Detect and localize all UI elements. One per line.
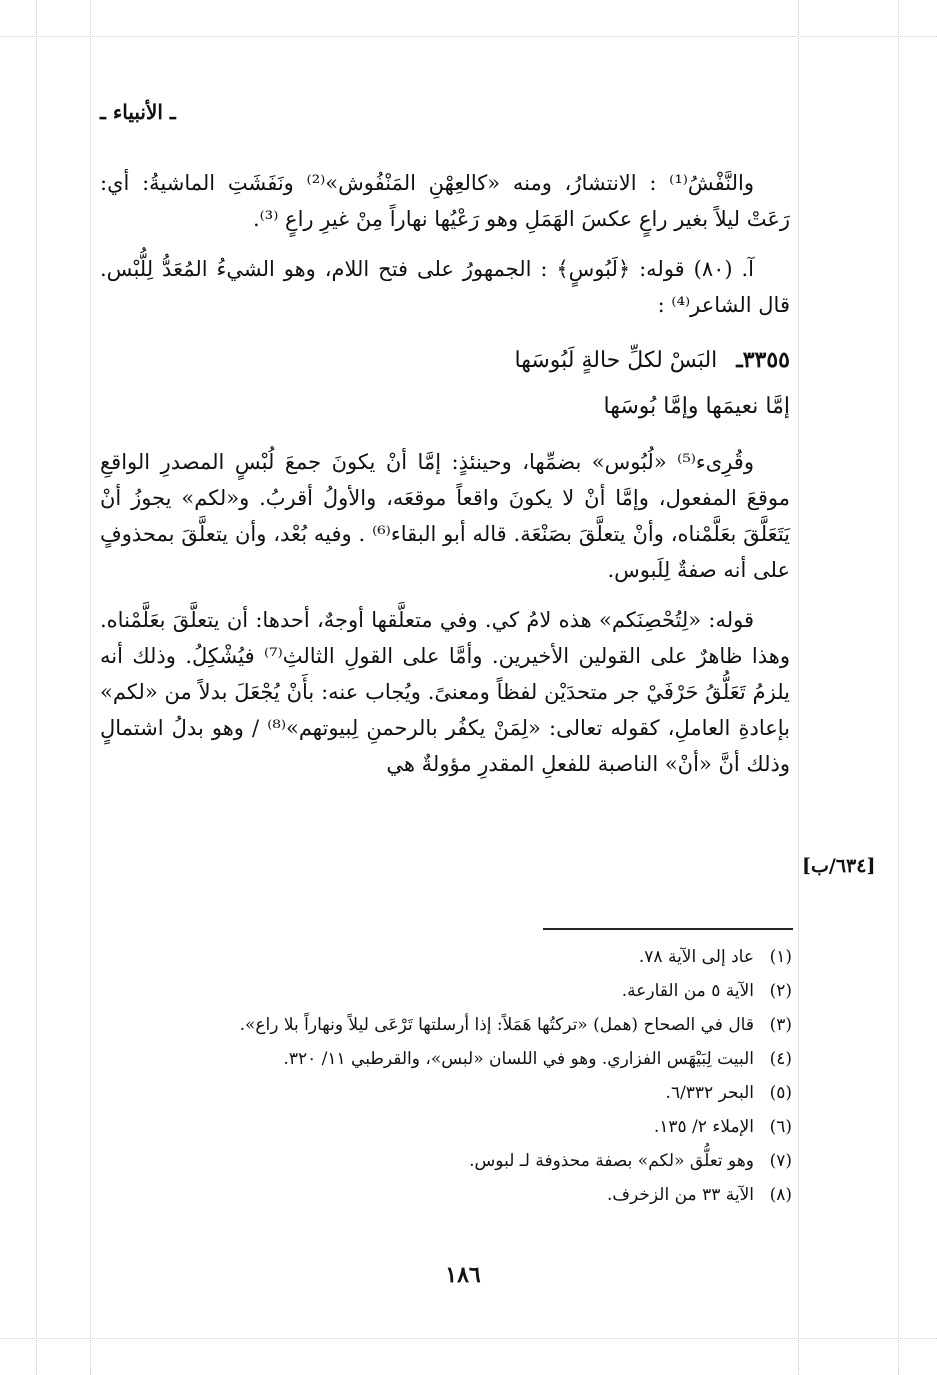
footnote (140, 974, 792, 1008)
footnote-number: (٤) (769, 1049, 792, 1069)
footnote-text: البيت لِبَيْهَس الفزاري. وهو في اللسان «لبس»، والقرطبي ١١/ ٣٢٠. (283, 1049, 754, 1069)
paragraph: والنَّفْشُ⁽¹⁾ : الانتشارُ، ومنه «كالعِهْنِ المَنْفُوش»⁽²⁾ ونَفَشَتِ الماشيةُ: أي: رَعَتْ ليلاً بغير راعٍ عكسَ الهَمَلِ وهو رَعْيُها نهاراً مِنْ غيرِ راعٍ ⁽³⁾. (100, 171, 790, 231)
paragraph: آ. (٨٠) قوله: ﴿لَبُوسٍ﴾ : الجمهورُ على فتح اللام، وهو الشيءُ المُعَدُّ لِلُّبْس. قال الشاعر⁽⁴⁾ : (100, 257, 790, 317)
footnote-text: قال في الصحاح (همل) «تركتُها هَمَلاً: إذا أرسلتها تَرْعَى ليلاً ونهاراً بلا راع». (239, 1015, 754, 1035)
manuscript-folio-reference: [٦٣٤/ب] (802, 855, 876, 877)
page-number: ١٨٦ (445, 1262, 481, 1288)
paragraph: وقُرِىء⁽⁵⁾ «لُبُوس» بضمِّها، وحينئذٍ: إمَّا أنْ يكونَ جمعَ لُبْسٍ المصدرِ الواقعِ موقعَ المفعول، وإمَّا أنْ لا يكونَ واقعاً موقعَه، والأولُ أقربُ. و«لكم» يجوزُ أنْ يَتَعَلَّقَ بعَلَّمْناه، وأنْ يتعلَّقَ بصَنْعَة. قاله أبو البقاء⁽⁶⁾ . وفيه بُعْد، وأن يتعلَّقَ بمحذوفٍ على أنه صفةٌ لِلَبوس. (100, 450, 790, 582)
verse (100, 337, 790, 430)
guide-line (898, 0, 899, 1375)
verse-line-2: إمَّا نعيمَها وإمَّا بُوسَها (603, 394, 790, 419)
footnote-text: عاد إلى الآية ٧٨. (638, 947, 754, 967)
main-text (100, 165, 790, 796)
footnote-text: الإملاء ٢/ ١٣٥. (653, 1117, 754, 1137)
guide-line (36, 0, 37, 1375)
footnote-text: وهو تعلُّق «لكم» بصفة محذوفة لـ لبوس. (469, 1151, 754, 1171)
footnote (140, 1042, 792, 1076)
footnote-number: (٨) (769, 1185, 792, 1205)
footnote (140, 1076, 792, 1110)
footnote-divider (543, 928, 793, 930)
footnote-number: (٦) (769, 1117, 792, 1137)
running-header: ـ الأنبياء ـ (100, 100, 176, 124)
guide-line (0, 36, 937, 37)
guide-line (0, 1338, 937, 1339)
footnote-text: الآية ٣٣ من الزخرف. (607, 1185, 754, 1205)
verse-number: ٣٣٥٥ـ (736, 347, 790, 373)
footnote-number: (٣) (769, 1015, 792, 1035)
paragraph: قوله: «لِتُحْصِنَكم» هذه لامُ كي. وفي متعلَّقها أوجهٌ، أحدها: أن يتعلَّقَ بعَلَّمْناه. وهذا ظاهرٌ على القولين الأخيرين. وأمَّا على القولِ الثالثِ⁽⁷⁾ فيُشْكِلُ. وذلك أنه يلزمُ تَعَلُّقُ حَرْفَيْ جر متحدَيْن لفظاً ومعنىً. ويُجاب عنه: بأَنْ يُجْعَلَ بدلاً من «لكم» بإعادةِ العاملِ، كقوله تعالى: «لِمَنْ يكفُر بالرحمنِ لِبيوتهم»⁽⁸⁾ / وهو بدلُ اشتمالٍ وذلك أنَّ «أنْ» الناصبة للفعلِ المقدرِ مؤولةٌ هي (100, 608, 790, 776)
footnote-number: (٥) (769, 1083, 792, 1103)
footnote (140, 1144, 792, 1178)
footnote (140, 1110, 792, 1144)
footnote-text: البحر ٦/٣٣٢. (665, 1083, 754, 1103)
footnote-number: (٧) (769, 1151, 792, 1171)
footnote (140, 940, 792, 974)
footnote-number: (٢) (769, 981, 792, 1001)
verse-line-1 (100, 337, 790, 384)
footnote (140, 1008, 792, 1042)
footnote (140, 1178, 792, 1212)
footnote-text: الآية ٥ من القارعة. (621, 981, 754, 1001)
verse-text-1: البَسْ لكلِّ حالةٍ لَبُوسَها (514, 348, 718, 373)
footnotes (140, 940, 792, 1212)
footnote-number: (١) (769, 947, 792, 967)
guide-line (798, 0, 799, 1375)
guide-line (90, 0, 91, 1375)
